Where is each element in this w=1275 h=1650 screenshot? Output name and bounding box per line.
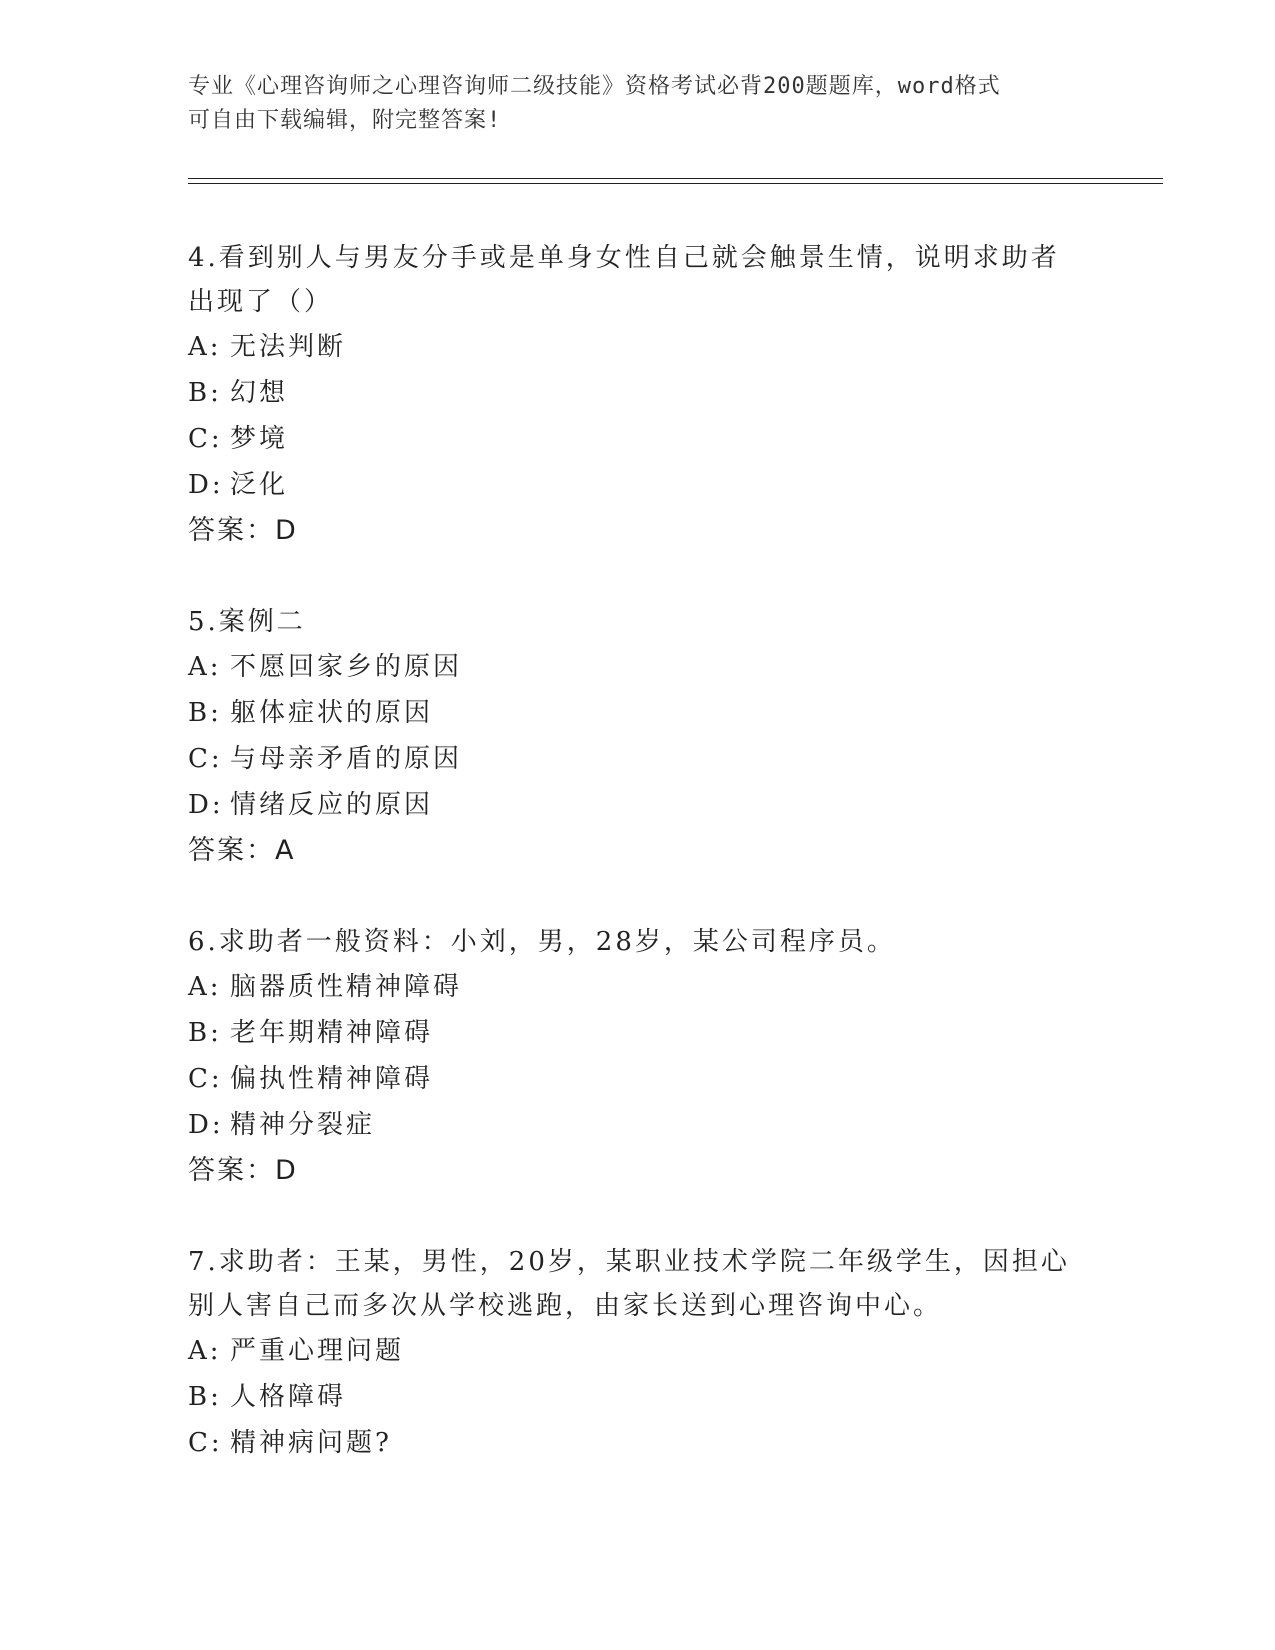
option-a [188,324,1088,370]
option-d [188,782,1088,828]
header-line-1: 专业《心理咨询师之心理咨询师二级技能》资格考试必背200题题库，word格式 [188,74,1001,99]
question-text-line: 5.案例二 [188,607,306,637]
option-letter: D: [188,470,224,500]
option-text: 躯体症状的原因 [230,698,434,728]
option-text: 情绪反应的原因 [230,790,434,820]
answer: 答案：D [188,1155,298,1186]
option-a [188,1328,1088,1374]
option-b [188,370,1088,416]
option-letter: C: [188,1064,223,1094]
option-letter: D: [188,790,224,820]
option-letter: D: [188,1110,224,1140]
option-text: 老年期精神障碍 [230,1018,434,1048]
option-letter: B: [188,1382,222,1412]
option-letter: A: [188,652,222,682]
option-text: 脑器质性精神障碍 [230,972,463,1002]
option-text: 精神分裂症 [230,1110,376,1140]
option-text: 偏执性精神障碍 [230,1064,434,1094]
answer: 答案：D [188,515,298,546]
option-c [188,1056,1088,1102]
option-letter: A: [188,1336,222,1366]
option-letter: A: [188,972,222,1002]
option-text: 不愿回家乡的原因 [230,652,463,682]
question-4 [188,236,1088,554]
option-b [188,1374,1088,1420]
option-a [188,644,1088,690]
option-text: 泛化 [230,470,289,500]
option-a [188,964,1088,1010]
option-c [188,1420,1088,1466]
answer: 答案：A [188,835,296,866]
option-text: 人格障碍 [230,1382,347,1412]
option-letter: C: [188,1428,223,1458]
option-text: 无法判断 [230,332,347,362]
question-text-line: 出现了（） [188,287,334,317]
option-text: 幻想 [230,378,289,408]
option-text: 与母亲矛盾的原因 [230,744,463,774]
question-text-line: 7.求助者：王某，男性，20岁，某职业技术学院二年级学生，因担心 [188,1247,1070,1277]
option-letter: B: [188,1018,222,1048]
option-b [188,690,1088,736]
option-letter: C: [188,744,223,774]
option-d [188,1102,1088,1148]
question-text-line: 4.看到别人与男友分手或是单身女性自己就会触景生情，说明求助者 [188,243,1060,273]
option-letter: A: [188,332,222,362]
question-6 [188,920,1088,1194]
header-divider-bottom [188,183,1163,184]
option-text: 严重心理问题 [230,1336,405,1366]
header-divider-top [188,178,1163,179]
header-line-2: 可自由下载编辑，附完整答案! [188,108,502,133]
question-text-line: 别人害自己而多次从学校逃跑，由家长送到心理咨询中心。 [188,1291,943,1321]
document-header [188,70,1078,138]
option-letter: B: [188,378,222,408]
option-letter: C: [188,424,223,454]
question-text-line: 6.求助者一般资料：小刘，男，28岁，某公司程序员。 [188,927,896,957]
question-7 [188,1240,1088,1466]
option-c [188,416,1088,462]
option-text: 梦境 [230,424,289,454]
option-b [188,1010,1088,1056]
option-d [188,462,1088,508]
option-text: 精神病问题? [230,1428,392,1458]
option-letter: B: [188,698,222,728]
question-5 [188,600,1088,874]
option-c [188,736,1088,782]
